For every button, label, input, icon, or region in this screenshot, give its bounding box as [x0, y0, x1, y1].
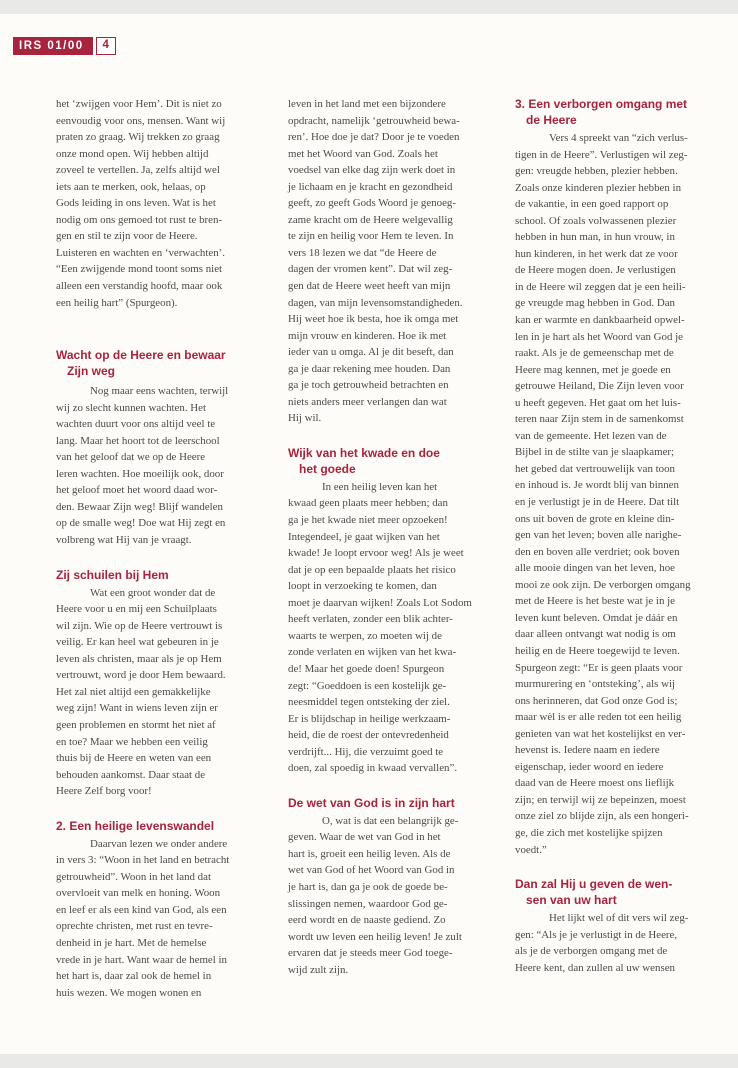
text-line: leven als christen, maar als je op Hem [56, 652, 222, 665]
text-line: kwaad geen plaats meer hebben; dan [288, 497, 448, 510]
text-line: te zijn en heilig voor Hem te leven. In [288, 230, 454, 243]
text-line: eigenschap, ieder woord en iedere [515, 760, 664, 773]
paragraph-wet [288, 813, 496, 978]
paragraph-getrouwheid [288, 96, 496, 427]
text-line: ge, die zich met kostelijke spijzen [515, 826, 663, 839]
text-line: wachten duurt voor ons altijd veel te [56, 418, 216, 431]
text-line: zegt: “Goeddoen is een kostelijk ge- [288, 679, 447, 692]
text-line: dagen der vromen kent”. Dat wil zeg- [288, 263, 453, 276]
text-line: Het lijkt wel of dit vers wil zeg- [549, 912, 689, 925]
text-line: en toe? Maar we hebben een veilig [56, 735, 208, 748]
text-line: Hij wil. [288, 412, 322, 425]
paragraph-wijk [288, 479, 496, 777]
text-line: als je de verborgen omgang met de [515, 945, 668, 958]
text-line: behouden aankomst. Daar staat de [56, 768, 206, 781]
text-line: mooi ze ook zijn. De verborgen omgang [515, 578, 691, 591]
text-line: O, wat is dat een belangrijk ge- [322, 814, 459, 827]
text-line: Bijbel in de stilte van je slaapkamer; [515, 446, 675, 459]
text-line: alle mooie dingen van het leven, hoe [515, 562, 675, 575]
text-line: ons uit boven de grote en kleine din- [515, 512, 675, 525]
page-header [13, 37, 116, 55]
text-line: onze mond open. Wij hebben altijd [56, 147, 209, 160]
text-line: gen en stil te zijn voor de Heere. [56, 230, 198, 243]
text-line: huis wezen. We mogen wonen en [56, 986, 202, 999]
text-line: denheid in je hart. Met de hemelse [56, 936, 207, 949]
text-line: alleen een verstandig hoofd, maar ook [56, 280, 223, 293]
text-line: loopt in verzoeking te komen, dan [288, 580, 437, 593]
text-line: 3. Een verborgen omgang met [515, 97, 688, 111]
text-line: in de Heere wil zeggen dat je een heili- [515, 280, 686, 293]
paragraph-heilige-levenswandel [56, 836, 264, 1001]
text-line: opdracht, namelijk ‘getrouwheid bewa- [288, 114, 460, 127]
text-line: Daarvan lezen we onder andere [90, 837, 228, 850]
text-line: veilig. Er kan heel wat gebeuren in je [56, 636, 219, 649]
text-line: mijn vrouw en kinderen. Hoe ik met [288, 329, 447, 342]
text-line: kwade! Je loopt ervoor weg! Als je weet [288, 547, 464, 560]
text-line: gen van het leven; boven alle narighe- [515, 529, 682, 542]
text-line: met de Heere is het beste wat je in je [515, 595, 675, 608]
text-line: Heere Zelf borg voor! [56, 785, 152, 798]
text-line: vertrouwt, word je door Hem bewaard. [56, 669, 226, 682]
text-line: Spurgeon zegt: “Er is geen plaats voor [515, 661, 683, 674]
text-line: de! Maar het goede doen! Spurgeon [288, 662, 445, 675]
text-line: In een heilig leven kan het [322, 480, 438, 493]
text-line: de vakantie, in een goed rapport op [515, 198, 669, 211]
text-line: Er is blijdschap in heilige werkzaam- [288, 712, 451, 725]
text-line: het ‘zwijgen voor Hem’. Dit is niet zo [56, 98, 222, 110]
scan-edge-top [0, 0, 738, 14]
text-line: thuis bij de Heere en weten van een [56, 752, 212, 765]
text-line: verdrijft... Hij, die verzuimt goed te [288, 745, 444, 758]
text-line: geven. Waar de wet van God in het [288, 831, 441, 844]
text-line: Wat een groot wonder dat de [90, 586, 216, 599]
text-line: iets aan te merken, ook, helaas, op [56, 180, 206, 193]
text-line: De wet van God is in zijn hart [288, 795, 455, 810]
text-line: tigen in de Heere”. Verlustigen wil zeg- [515, 148, 688, 161]
text-line: school. Of zoals volwassenen plezier [515, 214, 677, 227]
text-line: waarts te werpen, zo moeten wij de [288, 629, 442, 642]
text-line: wil zijn. Wie op de Heere vertrouwt is [56, 619, 223, 632]
text-line: Zoals onze kinderen plezier hebben in [515, 181, 682, 194]
text-line: lang. Maar het hoort tot de leerschool [56, 434, 220, 447]
heading-wijk [288, 445, 496, 477]
text-line: wet van God of het Woord van God in [288, 864, 455, 877]
paragraph-wensen [515, 910, 723, 976]
text-line: u heeft gegeven. Het gaat om het luis- [515, 396, 681, 409]
text-line: de Heere [526, 113, 577, 127]
text-line: onze ziel zo blijde zijn, als een hongeri- [515, 810, 689, 823]
text-line: 2. Een heilige levenswandel [56, 818, 215, 833]
text-line: de Heere mogen doen. Je verlustigen [515, 264, 676, 277]
text-line: je lichaam en je kracht en gezondheid [288, 180, 453, 193]
text-line: van het geloof dat we op de Heere [56, 451, 206, 464]
text-line: praten zo graag. Wij trekken zo graag [56, 131, 220, 144]
text-line: en je verlustigt je in de Heere. Dat tilt [515, 496, 680, 509]
text-line: Zij schuilen bij Hem [56, 567, 169, 582]
text-line: een heilig hart” (Spurgeon). [56, 296, 178, 309]
text-line: murmurering en ‘ontsteking’, als wij [515, 678, 675, 691]
text-line: voedsel van elke dag zijn werk doet in [288, 164, 456, 177]
text-line: heeft verlaten, zonder een blik achter- [288, 613, 453, 626]
text-line: Wacht op de Heere en bewaar [56, 348, 226, 363]
text-line: Hij weet hoe ik besta, hoe ik omga met [288, 313, 459, 326]
text-line: geen problemen en stormt het niet af [56, 718, 216, 731]
text-line: vrede in je hart. Want waar de hemel in [56, 953, 227, 966]
text-line: en inhoud is. Je wordt blij van binnen [515, 479, 679, 492]
text-line: maar wèl is er alle reden tot een heilig [515, 711, 682, 724]
heading-wensen [515, 876, 723, 908]
text-line: het goede [299, 461, 356, 476]
heading-wet [288, 795, 496, 811]
text-line: sen van uw hart [526, 893, 617, 908]
text-line: wordt uw leven een heilig leven! Je zult [288, 930, 462, 943]
text-line: getrouwheid”. Woon in het land dat [56, 870, 211, 883]
text-line: gen: “Als je je verlustigt in de Heere, [515, 928, 678, 941]
page-number: 4 [96, 37, 116, 55]
text-line: doen, zal spoedig in kwaad vervallen”. [288, 762, 458, 775]
text-line: hun kinderen, in het werk dat ze voor [515, 247, 678, 260]
text-line: hart is, groeit een heilig leven. Als de [288, 847, 451, 860]
text-line: ge vreugde mag hebben in God. Dan [515, 297, 675, 310]
text-line: moet je daarvan wijken! Zoals Lot Sodom [288, 596, 472, 609]
text-line: neesmiddel tegen ontsteking der ziel. [288, 696, 450, 709]
text-line: zijn; en terwijl wij ze bepeinzen, moest [515, 793, 686, 806]
text-line: ga je daar rekening mee houden. Dan [288, 362, 451, 375]
text-line: zoveel te vertellen. Ja, zelfs altijd wel [56, 164, 220, 177]
text-line: den. Bewaar Zijn weg! Blijf wandelen [56, 500, 223, 513]
text-line: op de smalle weg! Doe wat Hij zegt en [56, 517, 226, 530]
heading-heilige-levenswandel [56, 818, 264, 834]
text-line: het hart is, daar zal ook de hemel in [56, 970, 212, 983]
text-line: weg zijn! Want in wiens leven zijn er [56, 702, 218, 715]
text-line: leven kunt beleven. Omdat je dáár en [515, 611, 678, 624]
text-line: Integendeel, je gaat wijken van het [288, 530, 440, 543]
text-line: raakt. Als je de gemeenschap met de [515, 347, 674, 360]
column-1 [56, 96, 264, 1001]
text-line: van de gemeente. Het lezen van de [515, 429, 667, 442]
text-line: gen dat de Heere weet heeft van mijn [288, 280, 451, 293]
text-line: daad van de Heere moest ons lieflijk [515, 777, 675, 790]
heading-verborgen-omgang [515, 96, 723, 128]
text-line: hebben in hun man, in hun vrouw, in [515, 231, 675, 244]
text-line: Gods leiding in ons leven. Wat is het [56, 197, 216, 210]
text-line: ieder van u omga. Al je dit beseft, dan [288, 346, 454, 359]
text-line: nodig om ons gemoed tot rust te bren- [56, 213, 223, 226]
text-line: Heere voor u en mij een Schuilplaats [56, 603, 217, 616]
text-line: kan er warmte en dankbaarheid opwel- [515, 314, 685, 327]
paragraph-verborgen-omgang [515, 130, 723, 858]
text-line: dagen, van mijn levensomstandigheden. [288, 296, 463, 309]
paragraph-zwijgen [56, 96, 264, 311]
text-line: leven in het land met een bijzondere [288, 98, 446, 110]
text-line: wijd zult zijn. [288, 963, 349, 976]
paragraph-wacht [56, 383, 264, 548]
text-line: ons herinneren, dat God onze God is; [515, 694, 678, 707]
heading-wacht [56, 347, 264, 379]
text-line: zame kracht om de Heere welgevallig [288, 213, 453, 226]
text-line: oprechte christen, met rust en tevre- [56, 920, 213, 933]
text-line: overvloeit van melk en honing. Woon [56, 887, 221, 900]
text-line: gen: vreugde hebben, plezier hebben. [515, 165, 678, 178]
text-line: hevenst is. Iedere naam en iedere [515, 744, 660, 757]
text-line: ervaren dat je steeds meer God toege- [288, 947, 453, 960]
text-line: en leef er als een kind van God, als een [56, 903, 227, 916]
text-line: Wijk van het kwade en doe [288, 445, 440, 460]
text-line: Heere mag kennen, met je goede en [515, 363, 671, 376]
text-line: geeft, zo geeft Gods Woord je genoeg- [288, 197, 456, 210]
text-line: ren’. Hoe doe je dat? Door je te voeden [288, 131, 460, 144]
text-line: Het zal niet altijd een gemakkelijke [56, 685, 211, 698]
text-line: ga je toch getrouwheid betrachten en [288, 379, 449, 392]
text-line: den en boven alle verdriet; ook boven [515, 545, 680, 558]
text-line: heid, die de roest der ontevredenheid [288, 729, 449, 742]
text-line: wij zo slecht kunnen wachten. Het [56, 401, 207, 414]
text-line: Heere kent, dan zullen al uw wensen [515, 961, 675, 974]
text-line: leren wachten. Hoe moeilijk ook, door [56, 467, 224, 480]
text-line: Vers 4 spreekt van “zich verlus- [549, 132, 688, 144]
paragraph-schuil [56, 585, 264, 800]
text-line: teren naar Zijn stem in de samenkomst [515, 413, 684, 426]
text-line: heilig en de Heere toegewijd te leven. [515, 644, 680, 657]
text-line: vers 18 lezen we dat “de Heere de [288, 246, 437, 259]
text-line: daar alleen ontvangt wat nodig is om [515, 628, 676, 641]
column-3 [515, 96, 723, 976]
column-2 [288, 96, 496, 978]
text-line: Nog maar eens wachten, terwijl [90, 385, 229, 398]
text-line: “Een zwijgende mond toont soms niet [56, 263, 223, 276]
text-line: je hart is, dan ga je ook de goede be- [288, 880, 448, 893]
masthead: IRS 01/00 [13, 37, 93, 55]
text-line: eenvoudig voor ons, mensen. Want wij [56, 114, 226, 127]
text-line: voedt.” [515, 843, 547, 856]
text-line: getrouwe Heiland, Die Zijn leven voor [515, 380, 684, 393]
text-line: Zijn weg [67, 364, 115, 379]
text-line: het gebed dat vertrouwelijk van toon [515, 462, 675, 475]
text-line: eerd wordt en de naaste gediend. Zo [288, 914, 446, 927]
text-line: ga je het kwade niet meer opzoeken! [288, 514, 448, 527]
text-line: len in je hart als het Woord van God je [515, 330, 683, 343]
text-line: slissingen nemen, waardoor God ge- [288, 897, 448, 910]
text-line: zonde verlaten en wijken van het kwa- [288, 646, 457, 659]
text-line: in vers 3: “Woon in het land en betracht [56, 854, 230, 867]
text-line: dat je op een bepaalde plaats het risico [288, 563, 456, 576]
text-line: Dan zal Hij u geven de wen- [515, 877, 673, 892]
text-line: met het Woord van God. Zoals het [288, 147, 438, 160]
text-line: volbreng wat Hij van je vraagt. [56, 534, 192, 547]
text-line: niets anders meer verlangen dan wat [288, 395, 447, 408]
heading-schuil [56, 567, 264, 583]
text-line: genieten van wat het kostelijkst en ver- [515, 727, 686, 740]
text-line: Luisteren en wachten en ‘verwachten’. [56, 246, 226, 259]
text-line: het geloof moet het woord daad wor- [56, 484, 218, 497]
scan-edge-bottom [0, 1054, 738, 1068]
